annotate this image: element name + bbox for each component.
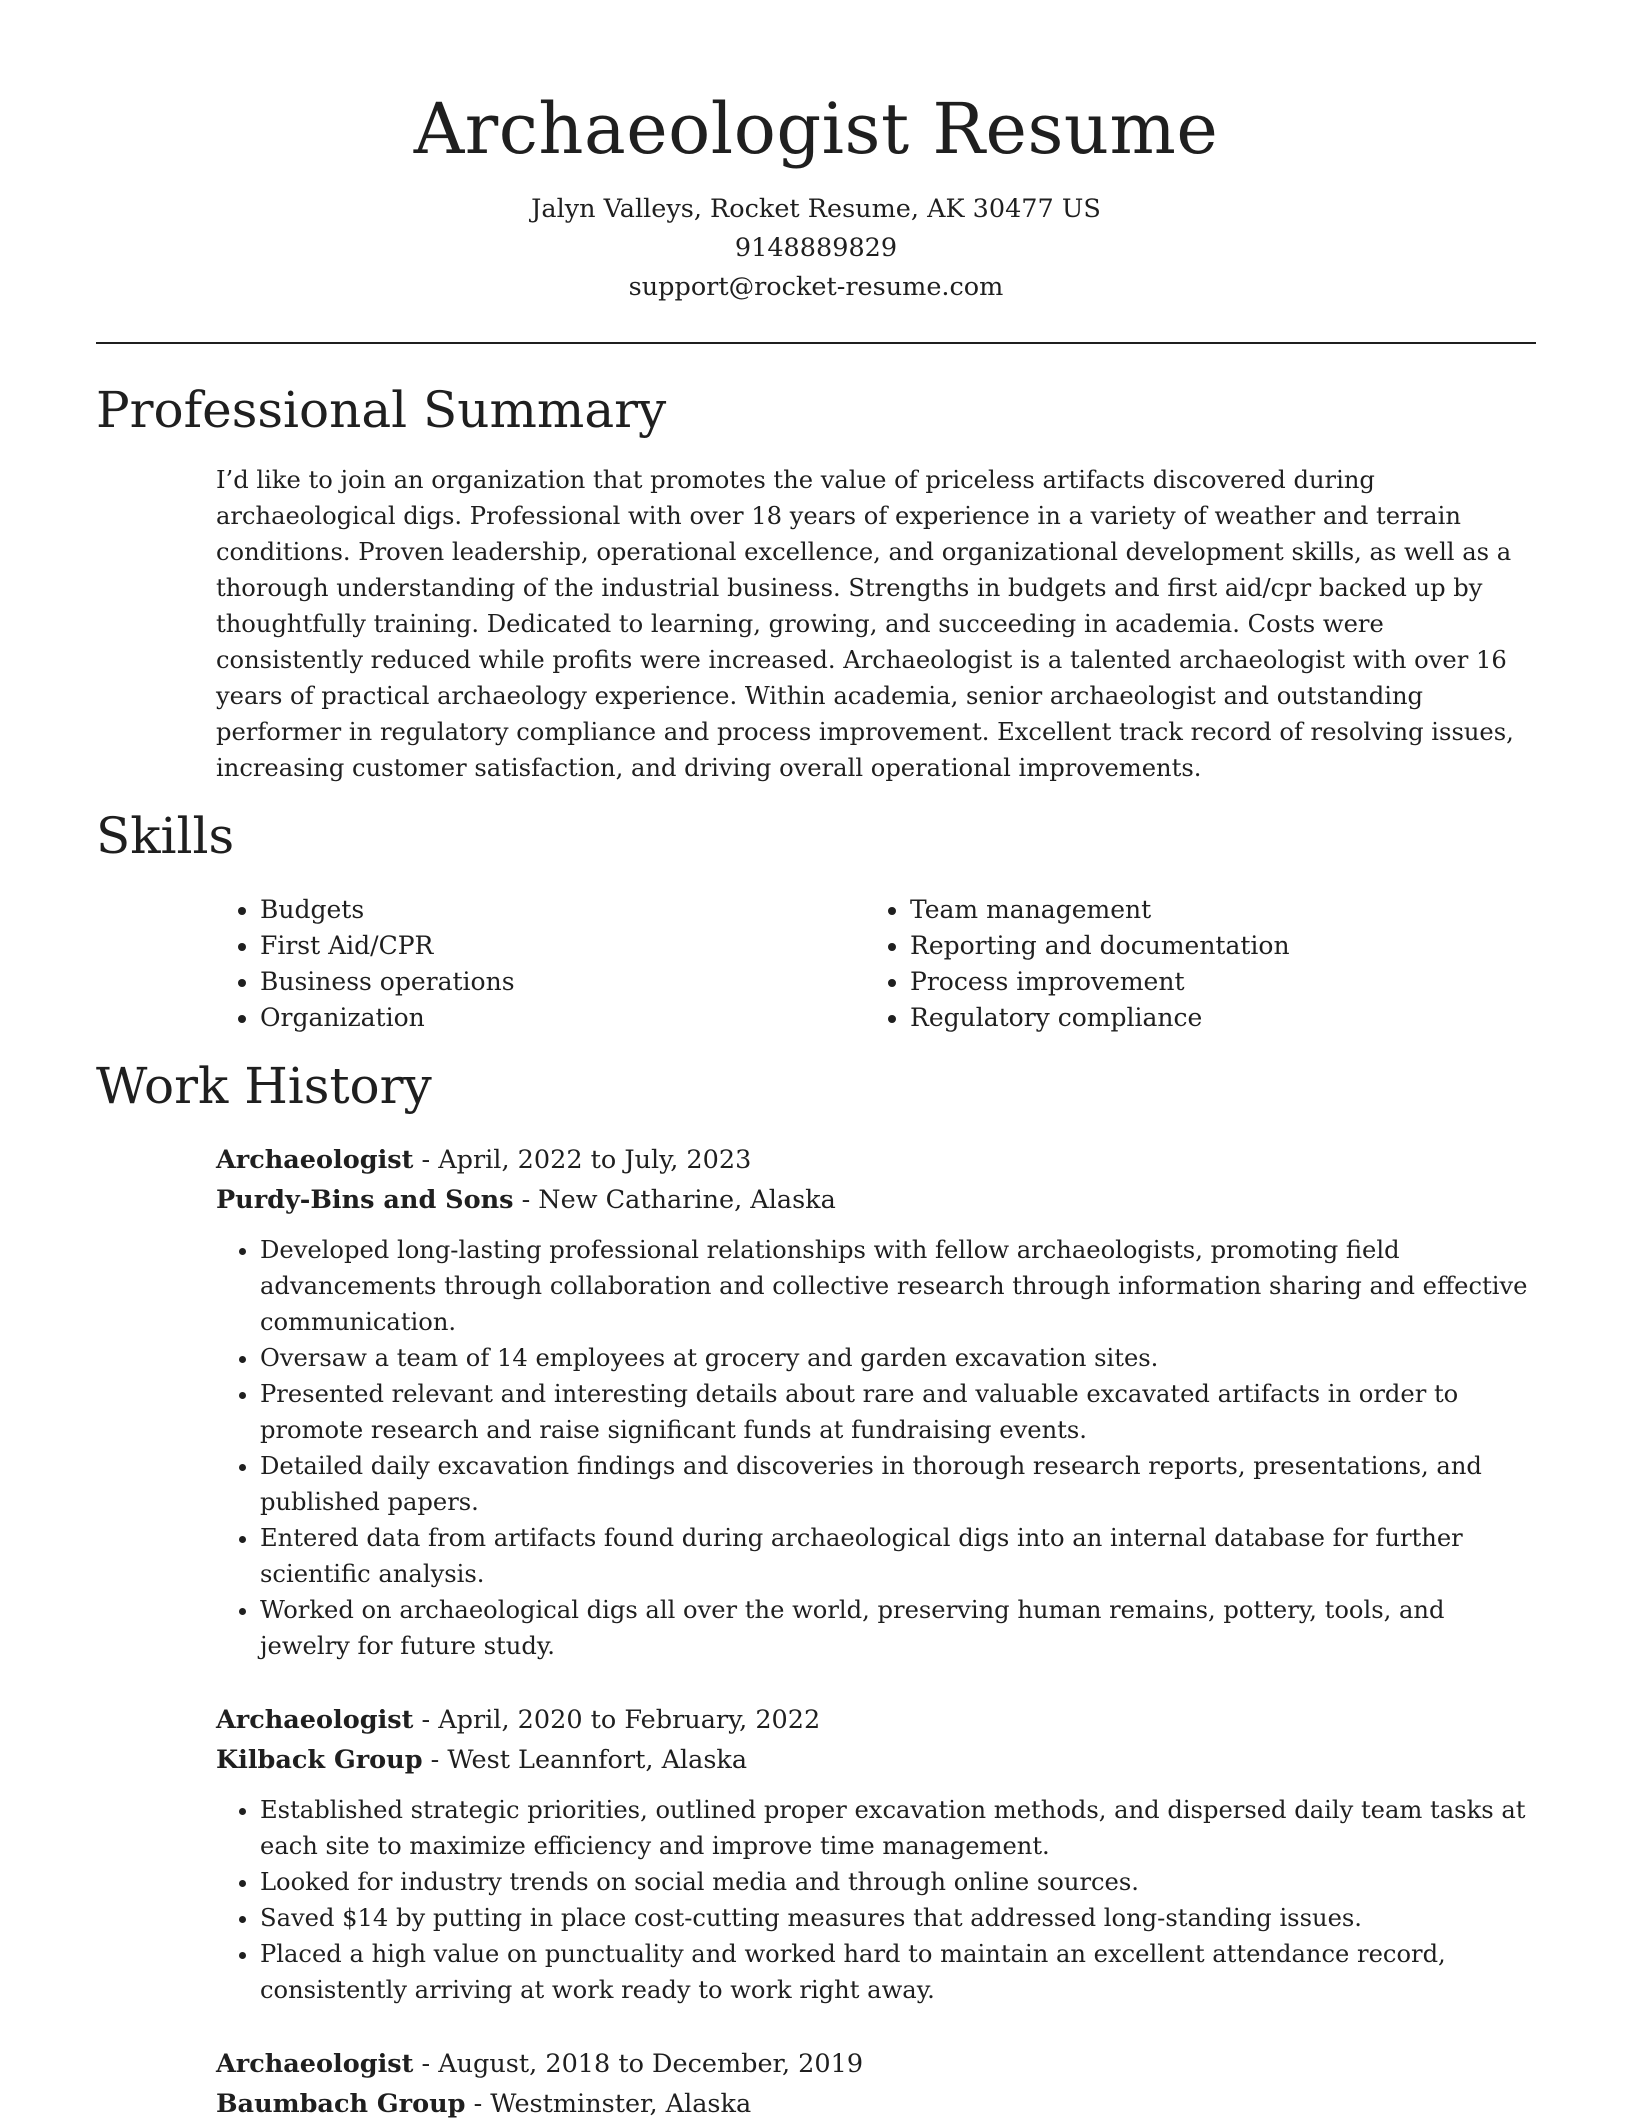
job-title-line bbox=[216, 2044, 1536, 2084]
header-divider bbox=[96, 342, 1536, 344]
job-title-line bbox=[216, 1700, 1536, 1740]
skill-item: • Team management bbox=[910, 892, 1290, 928]
job-entry bbox=[216, 2044, 1536, 2124]
job-entry bbox=[216, 1140, 1536, 1664]
job-location: - Westminster, Alaska bbox=[465, 2089, 752, 2119]
skill-item: • Business operations bbox=[260, 964, 515, 1000]
summary-text: I’d like to join an organization that promotes the value of priceless artifacts discovered during archaeological digs. Professional with over 18 years of experience in a variety of weather and terrain conditions. Proven leadership, operational excellence, and organizational development skills, as well as a thorough understanding of the industrial business. Strengths in budgets and first aid/cpr backed up by thoughtfully training. Dedicated to learning, growing, and succeeding in academia. Costs were consistently reduced while profits were increased. Archaeologist is a talented archaeologist with over 16 years of practical archaeology experience. Within academia, senior archaeologist and outstanding performer in regulatory compliance and process improvement. Excellent track record of resolving issues, increasing customer satisfaction, and driving overall operational improvements. bbox=[216, 466, 1514, 782]
job-company-line bbox=[216, 1180, 1536, 1220]
resume-title: Archaeologist Resume bbox=[413, 88, 1219, 170]
job-dates: - August, 2018 to December, 2019 bbox=[413, 2049, 864, 2079]
list-item: • Established strategic priorities, outlined proper excavation methods, and dispersed daily team tasks at each site to maximize efficiency and improve time management. bbox=[260, 1792, 1536, 1864]
job-responsibilities bbox=[216, 1792, 1536, 2008]
list-item: • Worked on archaeological digs all over the world, preserving human remains, pottery, tools, and jewelry for future study. bbox=[260, 1592, 1536, 1664]
job-title-line bbox=[216, 1140, 1536, 1180]
skill-item: • Process improvement bbox=[910, 964, 1290, 1000]
job-title: Archaeologist bbox=[216, 1705, 414, 1735]
contact-email: support@rocket-resume.com bbox=[628, 272, 1004, 302]
job-responsibilities bbox=[216, 1232, 1536, 1664]
contact-phone: 9148889829 bbox=[734, 233, 898, 263]
contact-address: Jalyn Valleys, Rocket Resume, AK 30477 US bbox=[531, 194, 1101, 224]
job-company: Kilback Group bbox=[216, 1745, 423, 1775]
job-dates: - April, 2020 to February, 2022 bbox=[413, 1705, 821, 1735]
skill-item: • Budgets bbox=[260, 892, 515, 928]
job-company-line bbox=[216, 2084, 1536, 2124]
list-item: • Oversaw a team of 14 employees at grocery and garden excavation sites. bbox=[260, 1340, 1536, 1376]
list-item: • Looked for industry trends on social media and through online sources. bbox=[260, 1864, 1536, 1900]
job-title: Archaeologist bbox=[216, 1145, 414, 1175]
job-location: - New Catharine, Alaska bbox=[513, 1185, 836, 1215]
list-item: • Presented relevant and interesting details about rare and valuable excavated artifacts in order to promote research and raise significant funds at fundraising events. bbox=[260, 1376, 1536, 1448]
skill-item: • Organization bbox=[260, 1000, 515, 1036]
list-item: • Entered data from artifacts found during archaeological digs into an internal database for further scientific analysis. bbox=[260, 1520, 1536, 1592]
job-company-line bbox=[216, 1740, 1536, 1780]
job-location: - West Leannfort, Alaska bbox=[422, 1745, 748, 1775]
skill-item: • First Aid/CPR bbox=[260, 928, 515, 964]
skill-item: • Regulatory compliance bbox=[910, 1000, 1290, 1036]
job-company: Baumbach Group bbox=[216, 2089, 466, 2119]
job-dates: - April, 2022 to July, 2023 bbox=[413, 1145, 752, 1175]
contact-info bbox=[96, 190, 1536, 307]
list-item: • Developed long-lasting professional relationships with fellow archaeologists, promoting field advancements through collaboration and collective research through information sharing and effective communication. bbox=[260, 1232, 1536, 1340]
job-entry bbox=[216, 1700, 1536, 2008]
skill-item: • Reporting and documentation bbox=[910, 928, 1290, 964]
skills-column-left bbox=[216, 892, 515, 1036]
job-company: Purdy-Bins and Sons bbox=[216, 1185, 514, 1215]
work-history-heading: Work History bbox=[96, 1057, 432, 1115]
skills-column-right bbox=[866, 892, 1290, 1036]
job-title: Archaeologist bbox=[216, 2049, 414, 2079]
list-item: • Placed a high value on punctuality and worked hard to maintain an excellent attendance record, consistently arriving at work ready to work right away. bbox=[260, 1936, 1536, 2008]
list-item: • Saved $14 by putting in place cost-cutting measures that addressed long-standing issues. bbox=[260, 1900, 1536, 1936]
skills-heading: Skills bbox=[96, 807, 235, 865]
summary-heading: Professional Summary bbox=[96, 381, 667, 439]
list-item: • Detailed daily excavation findings and discoveries in thorough research reports, presentations, and published papers. bbox=[260, 1448, 1536, 1520]
